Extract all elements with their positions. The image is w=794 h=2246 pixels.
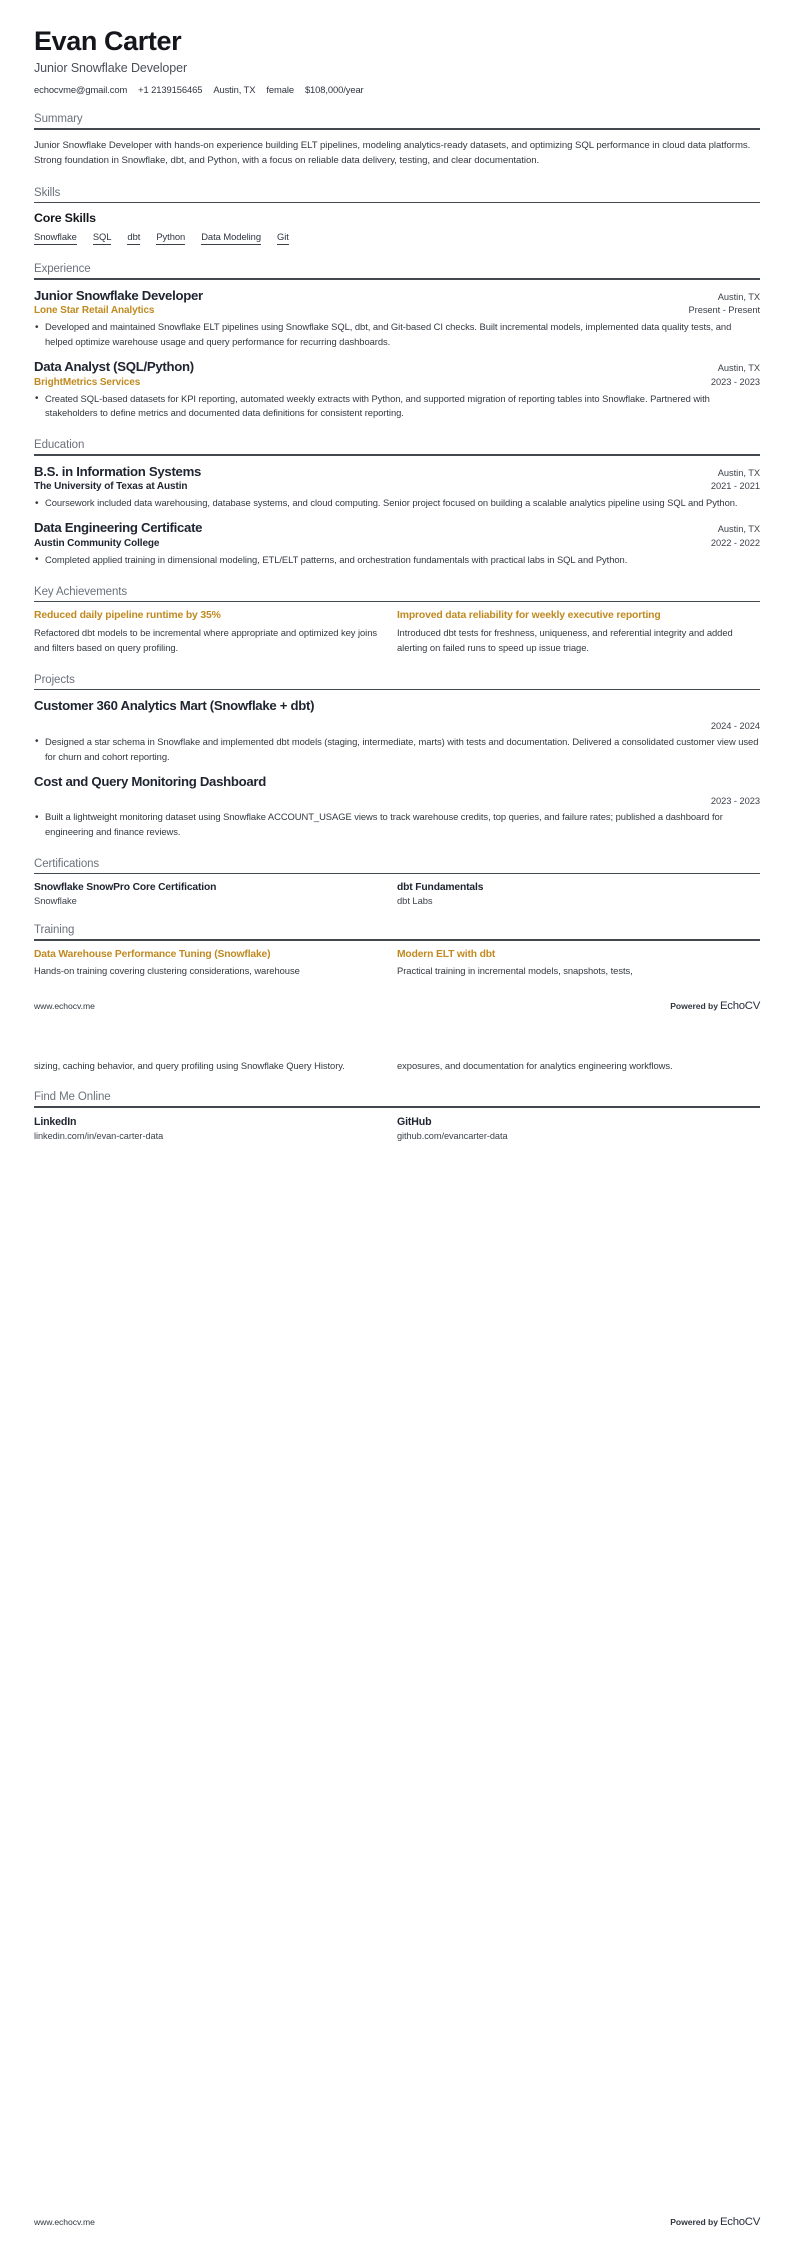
footer-brand-name: EchoCV — [720, 1000, 760, 1013]
training-item-continued — [34, 1058, 397, 1073]
skill-tag: Data Modeling — [201, 231, 261, 245]
training-item-continued — [397, 1058, 760, 1073]
experience-dates: 2023 - 2023 — [710, 376, 760, 387]
education-entry — [34, 464, 760, 511]
skill-tag: Snowflake — [34, 231, 77, 245]
project-entry — [34, 774, 760, 840]
skill-tag: SQL — [93, 231, 112, 245]
bullet-item: • Completed applied training in dimensional modeling, ETL/ELT patterns, and orchestration fundamentals with practical labs in SQL and Python. — [34, 553, 760, 568]
education-school: The University of Texas at Austin — [34, 481, 188, 493]
certification-name: dbt Fundamentals — [397, 882, 484, 894]
link-url[interactable]: linkedin.com/in/evan-carter-data — [34, 1130, 164, 1141]
experience-bullets — [34, 320, 760, 350]
section-divider — [34, 601, 760, 603]
section-projects — [34, 674, 760, 840]
project-entry — [34, 698, 760, 764]
training-body-part1: Practical training in incremental models, snapshots, tests, — [397, 964, 633, 976]
training-body-part2: sizing, caching behavior, and query profiling using Snowflake Query History. — [34, 1060, 345, 1072]
education-degree: B.S. in Information Systems — [34, 463, 202, 479]
achievement-title: Reduced daily pipeline runtime by 35% — [34, 610, 221, 622]
section-divider — [34, 128, 760, 130]
section-divider — [34, 873, 760, 875]
link-url[interactable]: github.com/evancarter-data — [397, 1130, 508, 1141]
project-dates: 2023 - 2023 — [710, 796, 760, 807]
experience-company: Lone Star Retail Analytics — [34, 305, 155, 317]
section-experience — [34, 263, 760, 421]
section-heading-education: Education — [34, 439, 85, 452]
education-degree: Data Engineering Certificate — [34, 520, 203, 536]
contact-salary: $108,000/year — [304, 84, 364, 96]
section-divider — [34, 1106, 760, 1108]
section-divider — [34, 689, 760, 691]
section-heading-links: Find Me Online — [34, 1091, 111, 1104]
summary-text: Junior Snowflake Developer with hands-on experience building ELT pipelines, modeling analytics-ready datasets, and optimizing SQL performance in cloud data platforms. Strong foundation in Snowflake, dbt, and Python, with a focus on reliable data delivery, testing, and clear documentation. — [34, 139, 751, 167]
bullet-item: • Designed a star schema in Snowflake and implemented dbt models (staging, intermediate, marts) with tests and documentation. Delivered a consolidated customer view used for churn and cohort reporting. — [34, 735, 760, 765]
link-label: GitHub — [397, 1115, 432, 1128]
achievement-body: Refactored dbt models to be incremental where appropriate and optimized key joins and filters based on query profiling. — [34, 627, 378, 654]
certification-name: Snowflake SnowPro Core Certification — [34, 882, 217, 894]
education-dates: 2022 - 2022 — [710, 537, 760, 548]
certification-issuer: Snowflake — [34, 895, 77, 907]
skill-tag: Git — [277, 231, 289, 245]
experience-location: Austin, TX — [717, 291, 760, 302]
footer-brand-name: EchoCV — [720, 2216, 760, 2228]
experience-entry — [34, 288, 760, 350]
skill-list — [34, 231, 760, 245]
page-footer — [34, 1000, 760, 1012]
project-name: Customer 360 Analytics Mart (Snowflake + dbt) — [34, 698, 315, 714]
education-entry — [34, 520, 760, 567]
training-name: Data Warehouse Performance Tuning (Snowflake) — [34, 948, 271, 960]
contact-location: Austin, TX — [213, 84, 256, 96]
experience-entry — [34, 359, 760, 421]
education-location: Austin, TX — [717, 467, 760, 478]
section-heading-achievements: Key Achievements — [34, 585, 128, 598]
certifications-grid — [34, 882, 760, 906]
link-item-linkedin — [34, 1116, 397, 1141]
section-divider — [34, 278, 760, 280]
page-footer-bottom — [34, 2216, 760, 2228]
page-title: Evan Carter — [34, 26, 182, 56]
experience-location: Austin, TX — [717, 363, 760, 374]
footer-powered-by-label: Powered by — [670, 2217, 718, 2227]
bullet-item: • Created SQL-based datasets for KPI reporting, automated weekly extracts with Python, and supported migration of reporting tables into Snowflake. Partnered with stakeholders to define metrics and documented data definitions for consistent reporting. — [34, 392, 760, 422]
section-heading-summary: Summary — [34, 113, 83, 126]
section-training — [34, 924, 760, 978]
headline: Junior Snowflake Developer — [34, 61, 188, 76]
project-bullets — [34, 735, 760, 765]
bullet-item: • Built a lightweight monitoring dataset using Snowflake ACCOUNT_USAGE views to track warehouse credits, top queries, and failure rates; published a dashboard for engineering and finance reviews. — [34, 810, 760, 840]
certification-item — [34, 882, 397, 906]
education-location: Austin, TX — [717, 524, 760, 535]
achievement-item — [397, 610, 760, 655]
training-grid — [34, 949, 760, 978]
experience-bullets — [34, 392, 760, 422]
training-item — [34, 949, 397, 978]
link-label: LinkedIn — [34, 1115, 77, 1128]
achievements-grid — [34, 610, 760, 655]
achievement-item — [34, 610, 397, 655]
section-heading-certifications: Certifications — [34, 857, 100, 870]
section-summary — [34, 113, 760, 169]
contact-email[interactable]: echocvme@gmail.com — [34, 84, 128, 96]
section-skills — [34, 187, 760, 246]
footer-brand — [670, 2216, 760, 2228]
bullet-item: • Coursework included data warehousing, database systems, and cloud computing. Senior project focused on building a scalable analytics pipeline using SQL and Python. — [34, 496, 760, 511]
project-dates: 2024 - 2024 — [710, 720, 760, 731]
section-divider — [34, 202, 760, 204]
education-school: Austin Community College — [34, 537, 160, 549]
section-key-achievements — [34, 586, 760, 656]
section-divider — [34, 454, 760, 456]
footer-brand — [670, 1000, 760, 1012]
contact-line — [34, 84, 760, 95]
experience-company: BrightMetrics Services — [34, 376, 141, 388]
experience-role: Junior Snowflake Developer — [34, 287, 203, 303]
certification-issuer: dbt Labs — [397, 895, 433, 907]
section-certifications — [34, 858, 760, 907]
section-find-me-online — [34, 1091, 760, 1141]
training-continuation — [34, 1058, 760, 1073]
education-bullets — [34, 553, 760, 568]
section-heading-experience: Experience — [34, 263, 91, 276]
section-divider — [34, 939, 760, 941]
experience-dates: Present - Present — [688, 305, 760, 316]
contact-gender: female — [266, 84, 294, 96]
section-heading-training: Training — [34, 924, 75, 937]
achievement-body: Introduced dbt tests for freshness, uniqueness, and referential integrity and added alerting on failed runs to speed up issue triage. — [397, 627, 733, 654]
page-break-gap — [34, 1012, 760, 1058]
section-education — [34, 439, 760, 567]
training-item — [397, 949, 760, 978]
section-heading-projects: Projects — [34, 673, 75, 686]
links-grid — [34, 1116, 760, 1141]
education-bullets — [34, 496, 760, 511]
project-name: Cost and Query Monitoring Dashboard — [34, 773, 267, 789]
footer-powered-by-label: Powered by — [670, 1001, 718, 1012]
project-bullets — [34, 810, 760, 840]
bullet-item: • Developed and maintained Snowflake ELT pipelines using Snowflake SQL, dbt, and Git-based CI checks. Built incremental models, implemented data quality tests, and helped optimize warehouse usage and query performance for recurring dashboards. — [34, 320, 760, 350]
skill-tag: dbt — [127, 231, 140, 245]
training-body-part1: Hands-on training covering clustering considerations, warehouse — [34, 964, 300, 976]
skill-group-name: Core Skills — [34, 211, 96, 226]
skill-tag: Python — [156, 231, 185, 245]
footer-site-url[interactable]: www.echocv.me — [34, 2217, 95, 2227]
achievement-title: Improved data reliability for weekly executive reporting — [397, 610, 661, 622]
certification-item — [397, 882, 760, 906]
experience-role: Data Analyst (SQL/Python) — [34, 359, 194, 375]
section-heading-skills: Skills — [34, 186, 61, 199]
footer-site-url[interactable]: www.echocv.me — [34, 1001, 95, 1012]
contact-phone[interactable]: +1 2139156465 — [138, 84, 203, 96]
training-name: Modern ELT with dbt — [397, 948, 496, 960]
training-body-part2: exposures, and documentation for analytics engineering workflows. — [397, 1060, 673, 1072]
resume-header — [34, 26, 760, 95]
education-dates: 2021 - 2021 — [710, 481, 760, 492]
link-item-github — [397, 1116, 760, 1141]
